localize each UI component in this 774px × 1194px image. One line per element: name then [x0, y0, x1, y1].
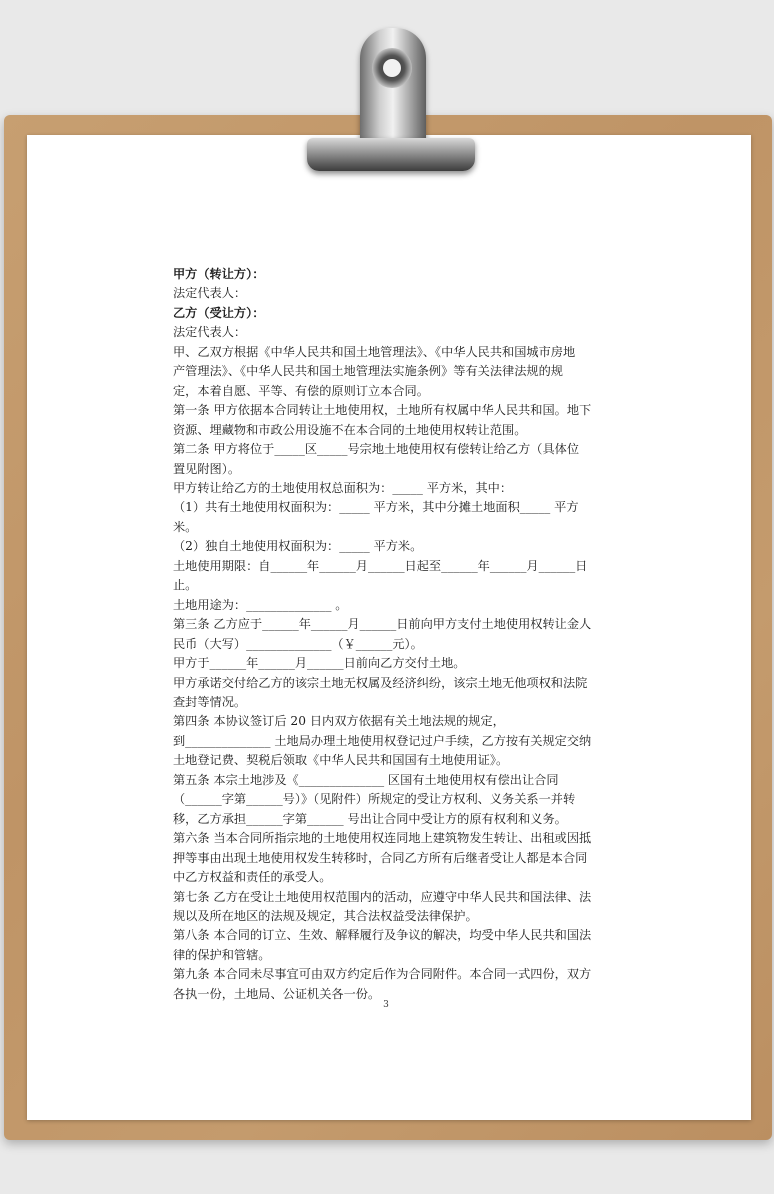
- text-line: 第二条 甲方将位于_____区_____号宗地土地使用权有偿转让给乙方（具体位: [173, 442, 580, 457]
- text-line: 第一条 甲方依据本合同转让土地使用权，土地所有权属中华人民共和国。地下: [173, 403, 592, 418]
- contract-text: [173, 265, 613, 1004]
- text-line: 甲方于______年______月______日前向乙方交付土地。: [173, 656, 466, 671]
- text-line: 置见附图）。: [173, 461, 241, 476]
- text-line: 法定代表人：: [173, 325, 247, 340]
- text-line: 甲方转让给乙方的土地使用权总面积为：_____ 平方米，其中：: [173, 480, 513, 495]
- text-line: 规以及所在地区的法规及规定，其合法权益受法律保护。: [173, 908, 478, 923]
- text-line: 米。: [173, 519, 198, 534]
- text-line: 土地登记费、契税后领取《中华人民共和国国有土地使用证》。: [173, 753, 509, 768]
- text-line: 第四条 本协议签订后 20 日内双方依据有关土地法规的规定，: [173, 714, 505, 729]
- text-line: 律的保护和管辖。: [173, 947, 271, 962]
- text-line: 民币（大写）______________（￥______元）。: [173, 636, 423, 651]
- party-a-heading: 甲方（转让方）：: [173, 267, 265, 281]
- text-line: 甲方承诺交付给乙方的该宗土地无权属及经济纠纷，该宗土地无他项权和法院: [173, 675, 588, 690]
- text-line: 第五条 本宗土地涉及《______________ 区国有土地使用权有偿出让合同: [173, 772, 559, 787]
- text-line: 第七条 乙方在受让土地使用权范围内的活动，应遵守中华人民共和国法律、法: [173, 889, 592, 904]
- party-b-heading: 乙方（受让方）：: [173, 305, 265, 320]
- text-line: 移，乙方承担______字第______ 号出让合同中受让方的原有权利和义务。: [173, 811, 567, 826]
- text-line: 甲、乙双方根据《中华人民共和国土地管理法》、《中华人民共和国城市房地: [173, 344, 576, 359]
- text-line: 第三条 乙方应于______年______月______日前向甲方支付土地使用权转让金人: [173, 617, 592, 632]
- text-line: 第六条 当本合同所指宗地的土地使用权连同地上建筑物发生转让、出租或因抵: [173, 831, 592, 846]
- clip-hole-center: [383, 59, 401, 77]
- text-line: 法定代表人：: [173, 286, 247, 301]
- clip-base: [307, 138, 475, 171]
- binder-clip-icon: [360, 28, 426, 148]
- text-line: 第九条 本合同未尽事宜可由双方约定后作为合同附件。本合同一式四份，双方: [173, 967, 592, 982]
- text-line: （1）共有土地使用权面积为：_____ 平方米，其中分摊土地面积_____ 平方: [173, 500, 579, 515]
- text-line: 押等事由出现土地使用权发生转移时，合同乙方所有后继者受让人都是本合同: [173, 850, 588, 865]
- text-line: 定，本着自愿、平等、有偿的原则订立本合同。: [173, 383, 429, 398]
- text-line: 资源、埋藏物和市政公用设施不在本合同的土地使用权转让范围。: [173, 422, 527, 437]
- text-line: （______字第______号）》（见附件）所规定的受让方权利、义务关系一并转: [173, 792, 576, 807]
- text-line: 产管理法》、《中华人民共和国土地管理法实施条例》等有关法律法规的规: [173, 364, 563, 379]
- text-line: 中乙方权益和责任的承受人。: [173, 870, 332, 885]
- text-line: 查封等情况。: [173, 694, 247, 709]
- text-line: 到______________ 土地局办理土地使用权登记过户手续，乙方按有关规定交纳: [173, 733, 592, 748]
- text-line: （2）独自土地使用权面积为：_____ 平方米。: [173, 539, 423, 554]
- text-line: 土地使用期限：自______年______月______日起至______年______月______日: [173, 558, 588, 573]
- page-number: 3: [383, 1000, 389, 1010]
- text-line: 各执一份，土地局、公证机关各一份。: [173, 986, 381, 1001]
- text-line: 土地用途为：______________ 。: [173, 597, 348, 612]
- text-line: 第八条 本合同的订立、生效、解释履行及争议的解决，均受中华人民共和国法: [173, 928, 592, 943]
- text-line: 止。: [173, 578, 198, 593]
